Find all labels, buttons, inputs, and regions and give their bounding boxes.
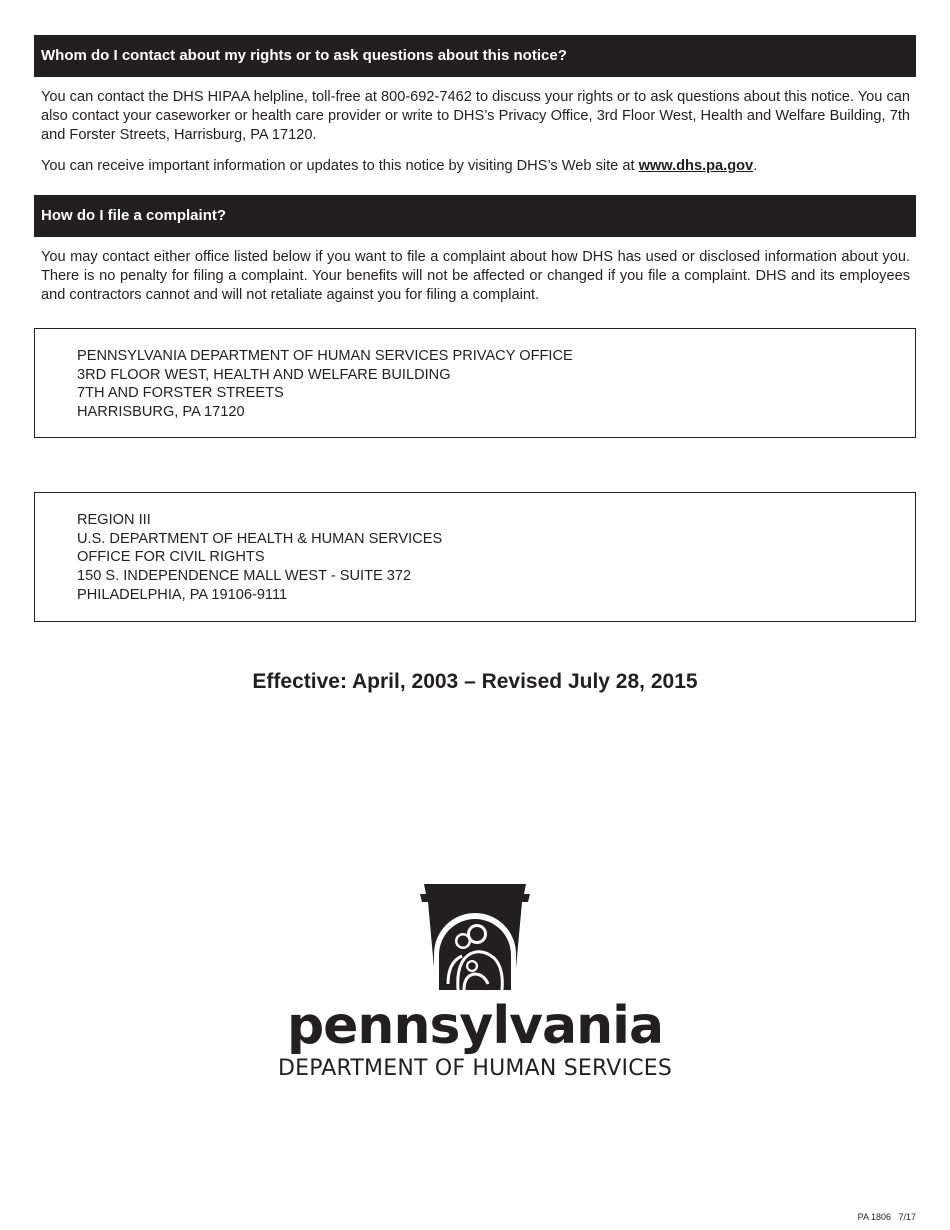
- website-paragraph: [41, 157, 910, 176]
- keystone-family-icon: [418, 884, 532, 994]
- contact-paragraph: You can contact the DHS HIPAA helpline, toll-free at 800-692-7462 to discuss your rights or to ask questions about this notice. You can also contact your caseworker or health care provider or write to DHS’s Privacy Office, 3rd Floor West, Health and Welfare Building, 7th and Forster Streets, Harrisburg, PA 17120.: [41, 89, 910, 143]
- complaint-section-heading: How do I file a complaint?: [34, 195, 916, 237]
- pa-privacy-office-address-box: [34, 328, 916, 438]
- logo-wordmark: pennsylvania: [286, 996, 664, 1056]
- contact-section-heading: Whom do I contact about my rights or to ask questions about this notice?: [34, 35, 916, 77]
- address-line: REGION III: [77, 512, 151, 528]
- address-line: HARRISBURG, PA 17120: [77, 404, 245, 421]
- address-line: 7TH AND FORSTER STREETS: [77, 385, 284, 402]
- effective-date: Effective: April, 2003 – Revised July 28, 2015: [252, 670, 698, 693]
- address-line: 150 S. INDEPENDENCE MALL WEST - SUITE 372: [77, 568, 412, 585]
- address-line: PENNSYLVANIA DEPARTMENT OF HUMAN SERVICES PRIVACY OFFICE: [77, 348, 573, 364]
- logo-department-name: DEPARTMENT OF HUMAN SERVICES: [277, 1056, 673, 1081]
- federal-ocr-address-box: [34, 492, 916, 622]
- address-line: 3RD FLOOR WEST, HEALTH AND WELFARE BUILDING: [77, 366, 451, 383]
- address-line: U.S. DEPARTMENT OF HEALTH & HUMAN SERVICES: [77, 530, 443, 547]
- website-paragraph-prefix: You can receive important information or updates to this notice by visiting DHS’s Web site at: [41, 158, 639, 174]
- dhs-website-link[interactable]: www.dhs.pa.gov: [638, 158, 754, 174]
- website-paragraph-suffix: .: [753, 158, 758, 174]
- address-line: PHILADELPHIA, PA 19106-9111: [77, 586, 288, 603]
- form-code: PA 1806 7/17: [857, 1212, 916, 1222]
- address-line: OFFICE FOR CIVIL RIGHTS: [77, 549, 265, 566]
- complaint-paragraph: You may contact either office listed below if you want to file a complaint about how DHS has used or disclosed information about you. There is no penalty for filing a complaint. Your benefits will not be affected or changed if you file a complaint. DHS and its employees and contractors cannot and will not retaliate against you for filing a complaint.: [41, 249, 910, 303]
